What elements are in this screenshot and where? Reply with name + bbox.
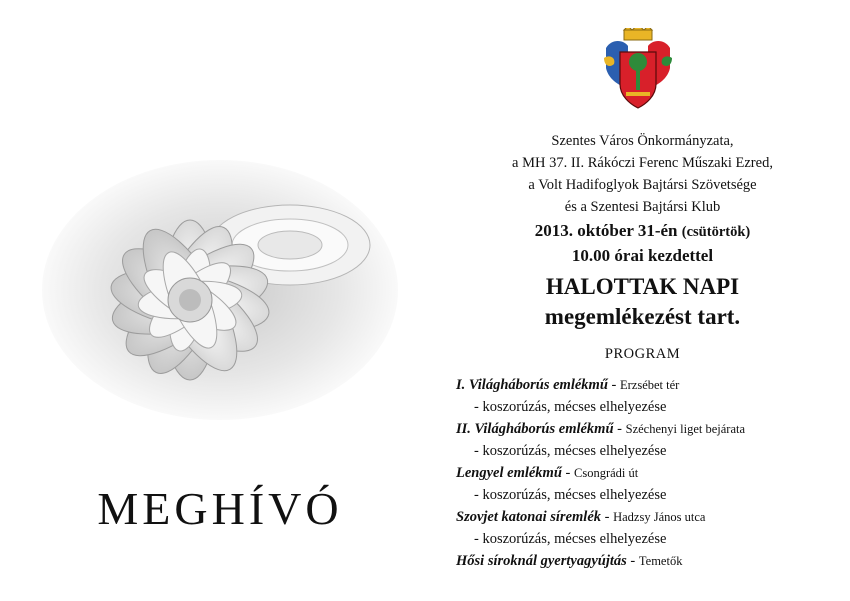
program-activity: - koszorúzás, mécses elhelyezése [474,443,667,459]
memorial-name: I. Világháborús emlékmű [456,377,608,393]
memorial-name: Lengyel emlékmű [456,465,562,481]
program-item [456,506,841,528]
program-activity: - koszorúzás, mécses elhelyezése [474,399,667,415]
separator: - [561,465,574,481]
event-time: 10.00 órai kezdettel [571,246,714,265]
memorial-name: Szovjet katonai síremlék [456,509,601,525]
separator: - [626,553,639,569]
program-activity: - koszorúzás, mécses elhelyezése [474,487,667,503]
separator: - [601,509,614,525]
separator: - [613,421,626,437]
organizer-line: a MH 37. II. Rákóczi Ferenc Műszaki Ezred, [512,155,773,171]
organizers-block [440,130,845,218]
headline-line-1: HALOTTAK NAPI [545,274,740,299]
invitation-title: MEGHÍVÓ [97,483,343,534]
event-date [440,219,845,244]
headline-line-2: megemlékezést tart. [544,304,741,329]
memorial-location: Erzsébet tér [619,378,680,392]
memorial-location: Temetők [638,554,683,568]
program-item [456,374,841,396]
organizer-line: a Volt Hadifoglyok Bajtársi Szövetsége [528,177,757,193]
date-main: 2013. október 31-én [534,221,678,240]
memorial-name: II. Világháborús emlékmű [456,421,614,437]
program-list [456,374,841,572]
program-item [456,418,841,440]
program-item [456,462,841,484]
coat-of-arms-icon [602,28,674,110]
program-item [456,550,841,572]
white-flower-image [40,150,400,430]
organizer-line: Szentes Város Önkormányzata, [551,133,734,149]
memorial-name: Hősi síroknál gyertyagyújtás [456,553,627,569]
date-day: (csütörtök) [681,224,751,240]
headline [440,272,845,332]
memorial-location: Hadzsy János utca [613,510,706,524]
organizer-line: és a Szentesi Bajtársi Klub [564,199,721,215]
program-activity: - koszorúzás, mécses elhelyezése [474,531,667,547]
date-block [440,219,845,268]
memorial-location: Csongrádi út [574,466,639,480]
program-label: PROGRAM [604,346,681,362]
memorial-location: Széchenyi liget bejárata [625,422,746,436]
right-panel [440,0,845,601]
separator: - [607,377,620,393]
